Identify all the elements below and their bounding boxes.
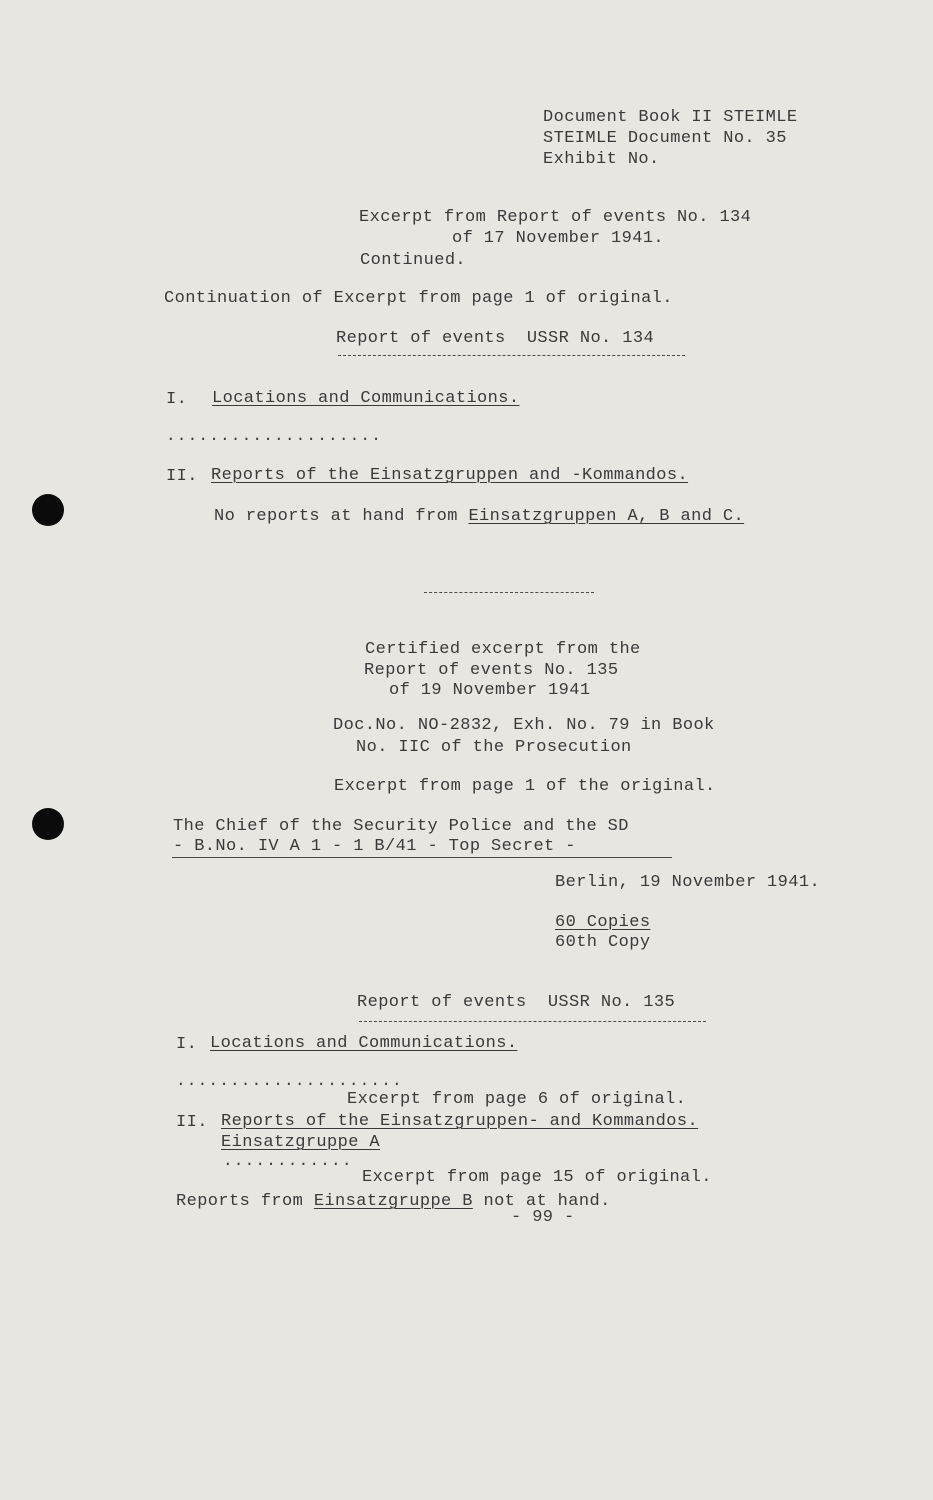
- section2-heading: Reports of the Einsatzgruppen and -Kommandos.: [211, 466, 689, 485]
- omission-dots-135b: ............: [223, 1152, 353, 1170]
- berlin-date: Berlin, 19 November 1941.: [555, 873, 821, 892]
- reference-line: - B.No. IV A 1 - 1 B/41 - Top Secret -: [173, 837, 576, 856]
- report-heading-134: Report of events USSR No. 134: [336, 329, 655, 348]
- excerpt-page6-line: Excerpt from page 6 of original.: [347, 1090, 687, 1109]
- reports-group-b: Einsatzgruppe B: [313, 1192, 473, 1211]
- report-heading-134-underline: [338, 355, 685, 356]
- doc-number-line2: No. IIC of the Prosecution: [356, 738, 632, 757]
- einsatzgruppe-a-heading: Einsatzgruppe A: [221, 1133, 381, 1152]
- no-reports-prefix: No reports at hand from: [214, 507, 469, 526]
- no-reports-line: [214, 507, 744, 526]
- chief-line: The Chief of the Security Police and the SD: [173, 817, 629, 836]
- reports-prefix: Reports from: [176, 1192, 314, 1211]
- section2-number-135: II.: [176, 1113, 208, 1132]
- punch-hole-top: [32, 494, 64, 526]
- copies-count: 60 Copies: [555, 913, 651, 932]
- reference-underline: [172, 857, 672, 858]
- continuation-line: Continuation of Excerpt from page 1 of original.: [164, 289, 673, 308]
- excerpt-title-line1: Excerpt from Report of events No. 134: [359, 208, 752, 227]
- doc-number-line1: Doc.No. NO-2832, Exh. No. 79 in Book: [333, 716, 715, 735]
- page-number: - 99 -: [511, 1208, 575, 1227]
- section1-number-135: I.: [176, 1035, 198, 1054]
- header-exhibit-number: Exhibit No.: [543, 150, 660, 169]
- header-document-number: STEIMLE Document No. 35: [543, 129, 787, 148]
- omission-dots-135: .....................: [176, 1072, 403, 1090]
- section1-number: I.: [166, 390, 188, 409]
- certified-line2: Report of events No. 135: [364, 661, 619, 680]
- report-heading-135-underline: [359, 1021, 706, 1022]
- certified-line3: of 19 November 1941: [389, 681, 591, 700]
- header-document-book: Document Book II STEIMLE: [543, 108, 798, 127]
- continued-label: Continued.: [360, 251, 467, 270]
- omission-dots: ....................: [166, 427, 383, 445]
- no-reports-groups: Einsatzgruppen A, B and C.: [468, 507, 745, 526]
- section2-number: II.: [166, 467, 198, 486]
- excerpt-page1-line: Excerpt from page 1 of the original.: [334, 777, 716, 796]
- report-heading-135: Report of events USSR No. 135: [357, 993, 676, 1012]
- certified-line1: Certified excerpt from the: [365, 640, 641, 659]
- section-separator: [424, 592, 594, 593]
- copy-number: 60th Copy: [555, 933, 651, 952]
- section2-heading-135: Reports of the Einsatzgruppen- and Kommandos.: [221, 1112, 699, 1131]
- section1-heading-135: Locations and Communications.: [210, 1034, 518, 1053]
- reports-suffix: not at hand.: [472, 1192, 611, 1211]
- section1-heading: Locations and Communications.: [212, 389, 520, 408]
- punch-hole-bottom: [32, 808, 64, 840]
- excerpt-page15-line: Excerpt from page 15 of original.: [362, 1168, 712, 1187]
- excerpt-title-line2: of 17 November 1941.: [452, 229, 665, 248]
